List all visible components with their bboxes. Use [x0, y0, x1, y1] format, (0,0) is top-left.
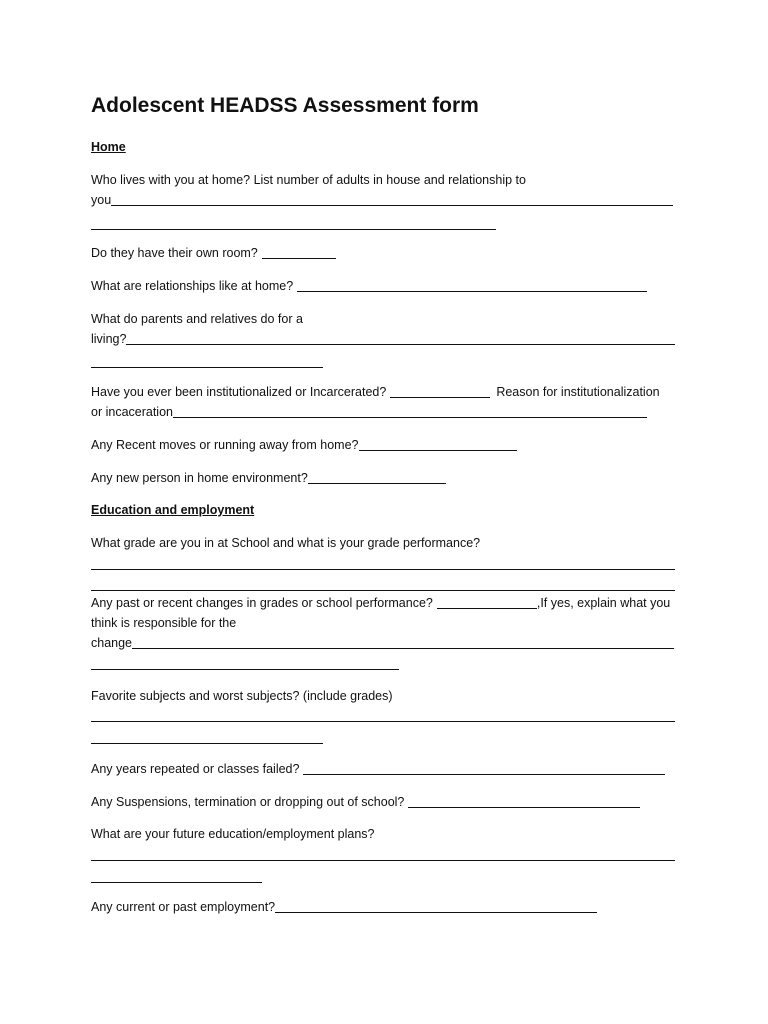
answer-blank-relationships[interactable] — [297, 277, 647, 292]
section-heading-education: Education and employment — [91, 503, 255, 517]
answer-blank-subjects-2[interactable] — [91, 742, 323, 744]
row-own-room — [91, 243, 336, 263]
answer-blank-lives-with-2[interactable] — [91, 228, 496, 230]
page-title: Adolescent HEADSS Assessment form — [91, 94, 479, 117]
answer-blank-suspensions[interactable] — [408, 793, 640, 808]
question-institution-reason: Reason for institutionalization — [496, 385, 660, 399]
answer-blank-parents-work[interactable] — [126, 330, 675, 345]
question-lives-with-cont: you — [91, 193, 112, 207]
answer-blank-change-2[interactable] — [91, 668, 399, 670]
question-incaceration: or incaceration — [91, 405, 173, 419]
row-years-repeated — [91, 759, 665, 779]
question-grade-changes: Any past or recent changes in grades or school performance? — [91, 596, 433, 610]
answer-blank-future-plans-2[interactable] — [91, 881, 262, 883]
answer-row-lives-with — [91, 190, 673, 210]
question-grade-changes-cont: think is responsible for the — [91, 616, 237, 630]
answer-blank-grade-2[interactable] — [91, 589, 675, 591]
question-relationships: What are relationships like at home? — [91, 279, 294, 293]
answer-blank-institutionalized[interactable] — [390, 383, 490, 398]
question-grade: What grade are you in at School and what is your grade performance? — [91, 536, 481, 550]
question-institutionalized: Have you ever been institutionalized or Incarcerated? — [91, 385, 387, 399]
answer-blank-parents-work-2[interactable] — [91, 366, 323, 368]
question-new-person: Any new person in home environment? — [91, 471, 308, 485]
answer-blank-own-room[interactable] — [262, 244, 336, 259]
answer-blank-lives-with[interactable] — [111, 191, 673, 206]
answer-blank-years-repeated[interactable] — [303, 760, 665, 775]
answer-blank-employment[interactable] — [275, 898, 597, 913]
row-new-person — [91, 468, 446, 488]
row-parents-work — [91, 329, 675, 349]
question-lives-with: Who lives with you at home? List number of adults in house and relationship to — [91, 173, 526, 187]
row-change — [91, 633, 674, 653]
answer-blank-moves[interactable] — [359, 436, 517, 451]
answer-blank-subjects-1[interactable] — [91, 720, 675, 722]
row-moves — [91, 435, 517, 455]
question-own-room: Do they have their own room? — [91, 246, 258, 260]
row-employment — [91, 897, 597, 917]
question-future-plans: What are your future education/employment plans? — [91, 827, 375, 841]
question-subjects: Favorite subjects and worst subjects? (include grades) — [91, 689, 393, 703]
answer-blank-change[interactable] — [132, 634, 674, 649]
section-heading-home: Home — [91, 140, 126, 154]
row-institutionalized — [91, 382, 660, 402]
answer-blank-grade-changes[interactable] — [437, 594, 537, 609]
answer-blank-incaceration[interactable] — [173, 403, 647, 418]
question-parents-work-cont: living? — [91, 332, 127, 346]
row-incaceration — [91, 402, 647, 422]
question-suspensions: Any Suspensions, termination or dropping out of school? — [91, 795, 405, 809]
question-grade-changes-explain: ,If yes, explain what you — [536, 596, 671, 610]
question-employment: Any current or past employment? — [91, 900, 276, 914]
row-relationships — [91, 276, 647, 296]
question-parents-work: What do parents and relatives do for a — [91, 312, 303, 326]
row-grade-changes — [91, 593, 670, 613]
question-moves: Any Recent moves or running away from home? — [91, 438, 359, 452]
row-suspensions — [91, 792, 640, 812]
question-years-repeated: Any years repeated or classes failed? — [91, 762, 300, 776]
question-change: change — [91, 636, 133, 650]
answer-blank-new-person[interactable] — [308, 469, 446, 484]
answer-blank-grade-1[interactable] — [91, 568, 675, 570]
answer-blank-future-plans-1[interactable] — [91, 859, 675, 861]
